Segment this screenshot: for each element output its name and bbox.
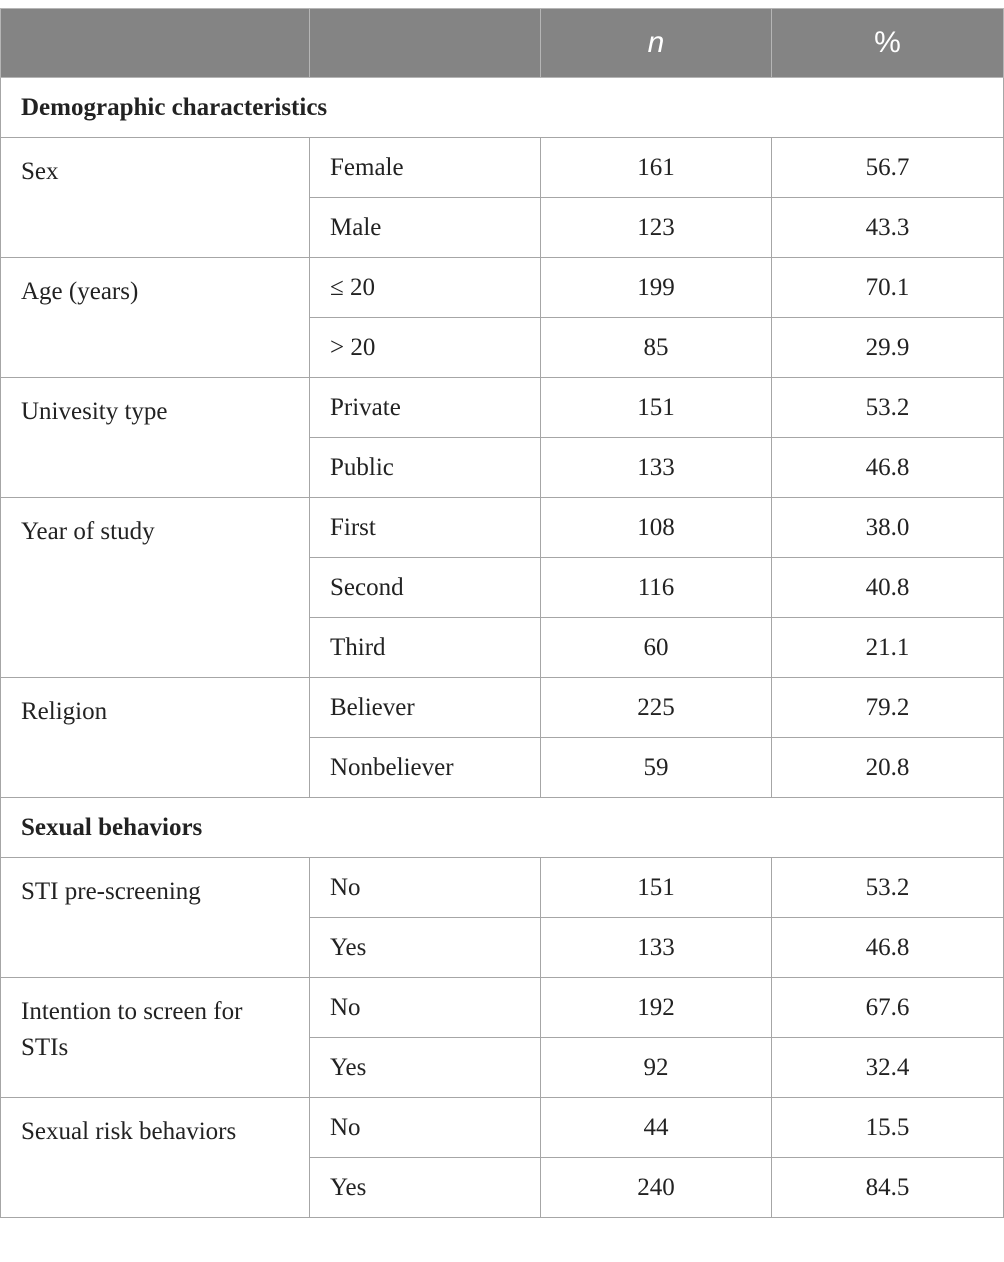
count-cell: 161 [541, 138, 772, 198]
count-cell: 151 [541, 378, 772, 438]
category-cell: First [310, 498, 541, 558]
variable-label: Intention to screen for STIs [1, 978, 310, 1098]
category-cell: > 20 [310, 318, 541, 378]
count-cell: 151 [541, 858, 772, 918]
percent-cell: 43.3 [772, 198, 1004, 258]
category-cell: No [310, 1098, 541, 1158]
count-cell: 240 [541, 1158, 772, 1218]
percent-cell: 53.2 [772, 378, 1004, 438]
table-row [1, 258, 1004, 318]
category-cell: Nonbeliever [310, 738, 541, 798]
percent-cell: 21.1 [772, 618, 1004, 678]
percent-cell: 79.2 [772, 678, 1004, 738]
percent-cell: 46.8 [772, 918, 1004, 978]
variable-label: STI pre-screening [1, 858, 310, 978]
category-cell: Private [310, 378, 541, 438]
category-cell: Female [310, 138, 541, 198]
percent-cell: 38.0 [772, 498, 1004, 558]
category-cell: Male [310, 198, 541, 258]
table-row [1, 138, 1004, 198]
percent-cell: 20.8 [772, 738, 1004, 798]
count-cell: 192 [541, 978, 772, 1038]
section-row [1, 78, 1004, 138]
count-cell: 133 [541, 438, 772, 498]
count-cell: 225 [541, 678, 772, 738]
percent-cell: 53.2 [772, 858, 1004, 918]
count-cell: 44 [541, 1098, 772, 1158]
percent-cell: 84.5 [772, 1158, 1004, 1218]
percent-cell: 32.4 [772, 1038, 1004, 1098]
category-cell: No [310, 858, 541, 918]
category-cell: Third [310, 618, 541, 678]
count-cell: 199 [541, 258, 772, 318]
category-cell: Yes [310, 1038, 541, 1098]
section-title: Sexual behaviors [1, 798, 1004, 858]
percent-cell: 67.6 [772, 978, 1004, 1038]
table-row [1, 858, 1004, 918]
category-cell: Second [310, 558, 541, 618]
percent-cell: 40.8 [772, 558, 1004, 618]
variable-label: Sexual risk behaviors [1, 1098, 310, 1218]
count-cell: 123 [541, 198, 772, 258]
percent-cell: 29.9 [772, 318, 1004, 378]
count-cell: 85 [541, 318, 772, 378]
category-cell: ≤ 20 [310, 258, 541, 318]
table-row [1, 498, 1004, 558]
count-cell: 92 [541, 1038, 772, 1098]
percent-cell: 15.5 [772, 1098, 1004, 1158]
category-cell: Public [310, 438, 541, 498]
variable-label: Sex [1, 138, 310, 258]
percent-cell: 46.8 [772, 438, 1004, 498]
category-cell: Yes [310, 918, 541, 978]
header-row [1, 9, 1004, 78]
category-cell: No [310, 978, 541, 1038]
percent-cell: 70.1 [772, 258, 1004, 318]
table-body [1, 78, 1004, 1218]
variable-label: Religion [1, 678, 310, 798]
count-cell: 108 [541, 498, 772, 558]
header-blank-category [310, 9, 541, 78]
category-cell: Yes [310, 1158, 541, 1218]
count-cell: 59 [541, 738, 772, 798]
category-cell: Believer [310, 678, 541, 738]
section-title: Demographic characteristics [1, 78, 1004, 138]
header-n: n [541, 9, 772, 78]
table-header [1, 9, 1004, 78]
header-blank-variable [1, 9, 310, 78]
header-percent: % [772, 9, 1004, 78]
count-cell: 133 [541, 918, 772, 978]
variable-label: Univesity type [1, 378, 310, 498]
count-cell: 116 [541, 558, 772, 618]
table-row [1, 678, 1004, 738]
table-row [1, 1098, 1004, 1158]
section-row [1, 798, 1004, 858]
variable-label: Age (years) [1, 258, 310, 378]
demographics-table [0, 8, 1004, 1218]
table-row [1, 978, 1004, 1038]
variable-label: Year of study [1, 498, 310, 678]
count-cell: 60 [541, 618, 772, 678]
percent-cell: 56.7 [772, 138, 1004, 198]
table-row [1, 378, 1004, 438]
